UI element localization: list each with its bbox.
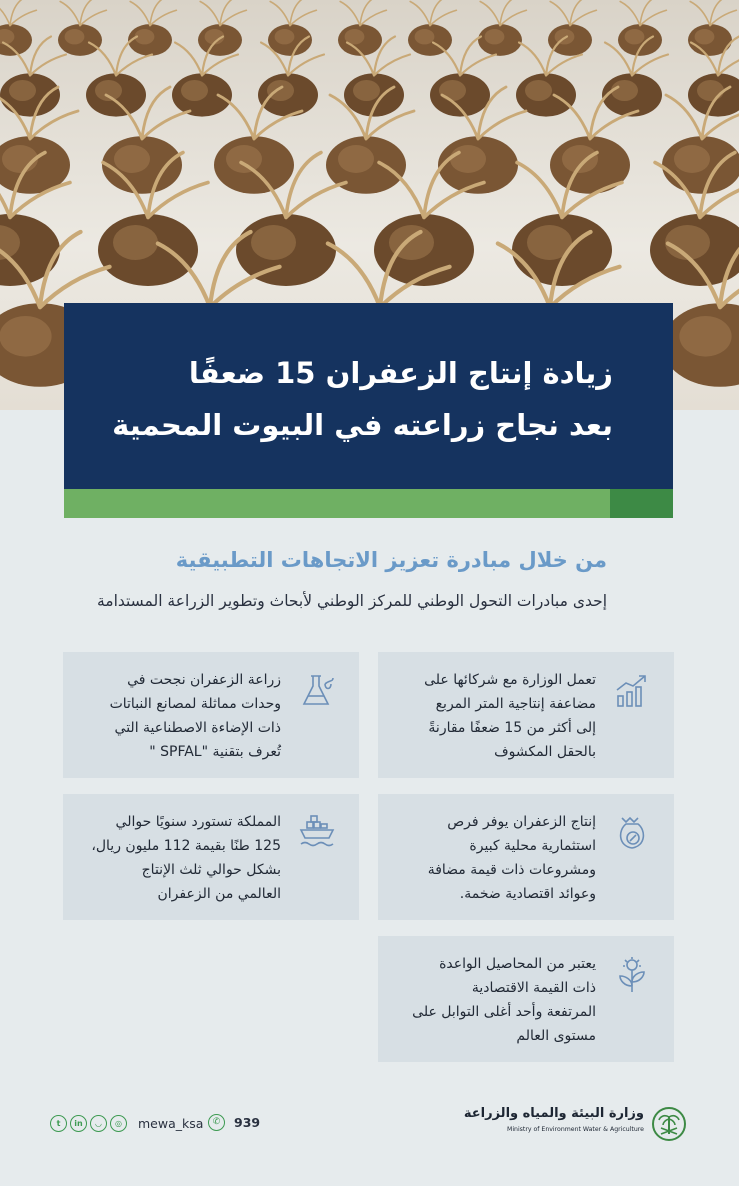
fact-card-productivity — [378, 652, 674, 778]
plant-bulb-icon — [614, 956, 650, 994]
ministry-name-english: Ministry of Environment Water & Agriculture — [506, 1126, 644, 1133]
lab-flask-icon — [299, 672, 335, 710]
saffron-corm — [478, 0, 526, 56]
ministry-logo — [463, 1104, 691, 1144]
fact-card-value — [378, 936, 674, 1062]
instagram-icon[interactable]: ◎ — [110, 1115, 127, 1132]
saffron-corm — [0, 0, 36, 56]
social-handle[interactable]: mewa_ksa — [138, 1115, 204, 1131]
title-line-1: زيادة إنتاج الزعفران 15 ضعفًا — [188, 356, 613, 390]
twitter-icon[interactable]: t — [50, 1115, 67, 1132]
fact-card-text: إنتاج الزعفران يوفر فرص استثمارية محلية كبيرة ومشروعات ذات قيمة مضافة وعوائد اقتصادية ضخمة. — [427, 814, 596, 902]
saffron-corm — [198, 0, 246, 56]
fact-card-text: المملكة تستورد سنويًا حوالي 125 طنًا بقيمة 112 مليون ريال، بشكل حوالي ثلث الإنتاج العالمي من الزعفران — [91, 814, 281, 902]
cargo-ship-icon — [299, 814, 335, 852]
linkedin-icon[interactable]: in — [70, 1115, 87, 1132]
initiative-heading: من خلال مبادرة تعزيز الاتجاهات التطبيقية — [175, 548, 607, 572]
saffron-corm — [408, 0, 456, 56]
palm-emblem-icon — [651, 1104, 687, 1144]
fact-card-text: يعتبر من المحاصيل الواعدة ذات القيمة الاقتصادية المرتفعة وأحد أغلى التوابل على مستوى العالم — [412, 956, 596, 1044]
title-line-2: بعد نجاح زراعته في البيوت المحمية — [112, 408, 613, 442]
green-accent-bar-end — [610, 489, 673, 518]
saffron-corm — [128, 0, 176, 56]
fact-card-imports — [63, 794, 359, 920]
green-accent-bar — [64, 489, 673, 518]
phone-number[interactable]: 939 — [234, 1115, 261, 1130]
fact-card-text: تعمل الوزارة مع شركائها على مضاعفة إنتاجية المتر المربع إلى أكثر من 15 ضعفًا مقارنةً بالحقل المكشوف — [424, 672, 596, 760]
fact-card-text: زراعة الزعفران نجحت في وحدات مماثلة لمصانع النباتات ذات الإضاءة الاصطناعية التي تُعرف بتقنية "SPFAL " — [109, 672, 281, 760]
phone-icon[interactable]: ✆ — [208, 1114, 225, 1131]
investment-bag-icon — [614, 814, 650, 852]
saffron-corm — [688, 0, 736, 56]
saffron-corm — [268, 0, 316, 56]
saffron-corm — [58, 0, 106, 56]
growth-chart-icon — [614, 672, 650, 710]
phone-contact — [208, 1114, 260, 1131]
snapchat-icon[interactable]: ◡ — [90, 1115, 107, 1132]
title-box — [64, 303, 673, 489]
saffron-corm — [618, 0, 666, 56]
ministry-name-arabic: وزارة البيئة والمياه والزراعة — [463, 1106, 644, 1121]
fact-card-spfal — [63, 652, 359, 778]
social-links — [50, 1114, 203, 1132]
initiative-description: إحدى مبادرات التحول الوطني للمركز الوطني لأبحاث وتطوير الزراعة المستدامة — [96, 592, 607, 610]
saffron-corm — [338, 0, 386, 56]
fact-card-investment — [378, 794, 674, 920]
